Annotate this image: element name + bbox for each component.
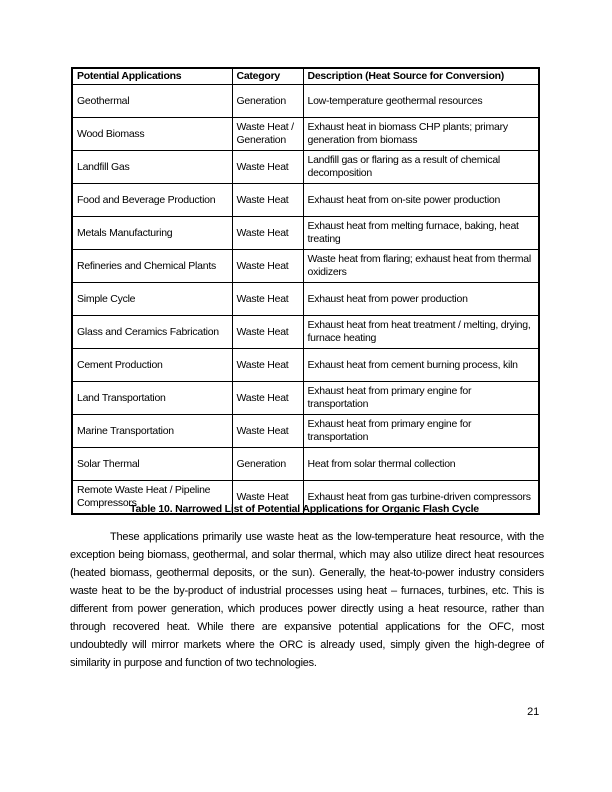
cell-application: Metals Manufacturing	[72, 217, 232, 250]
cell-application: Remote Waste Heat / Pipeline Compressors	[72, 481, 232, 515]
table-row	[72, 283, 539, 316]
cell-description: Low-temperature geothermal resources	[303, 85, 539, 118]
table-row	[72, 382, 539, 415]
cell-application: Geothermal	[72, 85, 232, 118]
table-header-row	[72, 68, 539, 85]
table-row	[72, 250, 539, 283]
table-caption: Table 10. Narrowed List of Potential Applications for Organic Flash Cycle	[130, 503, 479, 515]
cell-category: Waste Heat	[232, 217, 303, 250]
cell-application: Marine Transportation	[72, 415, 232, 448]
page-number: 21	[527, 706, 539, 718]
cell-description: Exhaust heat from primary engine for transportation	[303, 382, 539, 415]
cell-category: Waste Heat	[232, 481, 303, 515]
cell-description: Exhaust heat from gas turbine-driven compressors	[303, 481, 539, 515]
cell-description: Heat from solar thermal collection	[303, 448, 539, 481]
cell-category: Waste Heat	[232, 250, 303, 283]
cell-description: Landfill gas or flaring as a result of chemical decomposition	[303, 151, 539, 184]
table-row	[72, 118, 539, 151]
table-row	[72, 184, 539, 217]
cell-category: Generation	[232, 85, 303, 118]
column-header-description: Description (Heat Source for Conversion)	[303, 68, 539, 85]
cell-description: Exhaust heat from power production	[303, 283, 539, 316]
cell-category: Waste Heat	[232, 184, 303, 217]
column-header-category: Category	[232, 68, 303, 85]
cell-application: Refineries and Chemical Plants	[72, 250, 232, 283]
cell-application: Simple Cycle	[72, 283, 232, 316]
table-row	[72, 349, 539, 382]
table-row	[72, 415, 539, 448]
cell-description: Exhaust heat in biomass CHP plants; primary generation from biomass	[303, 118, 539, 151]
cell-description: Exhaust heat from on-site power production	[303, 184, 539, 217]
cell-description: Exhaust heat from cement burning process, kiln	[303, 349, 539, 382]
cell-application: Solar Thermal	[72, 448, 232, 481]
cell-application: Wood Biomass	[72, 118, 232, 151]
cell-description: Exhaust heat from primary engine for transportation	[303, 415, 539, 448]
body-paragraph: These applications primarily use waste heat as the low-temperature heat resource, with the exception being biomass, geothermal, and solar thermal, which may also utilize direct heat resources (heated biomass, geothermal deposits, or the sun). Generally, the heat-to-power industry considers waste heat to be the by-product of industrial processes using heat – furnaces, turbines, etc. This is different from power generation, which produces power directly using a heat resource, rather than through recovered heat. While there are expansive potential applications for the OFC, most undoubtedly will mirror markets where the ORC is already used, simply given the high-degree of similarity in purpose and function of two technologies.	[70, 531, 544, 669]
cell-application: Landfill Gas	[72, 151, 232, 184]
table-row	[72, 316, 539, 349]
cell-application: Cement Production	[72, 349, 232, 382]
column-header-potential-applications: Potential Applications	[72, 68, 232, 85]
cell-category: Generation	[232, 448, 303, 481]
cell-category: Waste Heat	[232, 283, 303, 316]
applications-table	[71, 67, 540, 515]
cell-category: Waste Heat	[232, 349, 303, 382]
table-row	[72, 217, 539, 250]
table-row	[72, 151, 539, 184]
cell-category: Waste Heat	[232, 382, 303, 415]
cell-category: Waste Heat	[232, 151, 303, 184]
cell-category: Waste Heat	[232, 415, 303, 448]
table-row	[72, 85, 539, 118]
cell-description: Exhaust heat from heat treatment / melting, drying, furnace heating	[303, 316, 539, 349]
applications-table-container	[71, 67, 538, 515]
cell-category: Waste Heat	[232, 316, 303, 349]
cell-application: Land Transportation	[72, 382, 232, 415]
cell-description: Waste heat from flaring; exhaust heat from thermal oxidizers	[303, 250, 539, 283]
cell-category: Waste Heat / Generation	[232, 118, 303, 151]
cell-application: Food and Beverage Production	[72, 184, 232, 217]
cell-description: Exhaust heat from melting furnace, baking, heat treating	[303, 217, 539, 250]
table-row	[72, 448, 539, 481]
cell-application: Glass and Ceramics Fabrication	[72, 316, 232, 349]
